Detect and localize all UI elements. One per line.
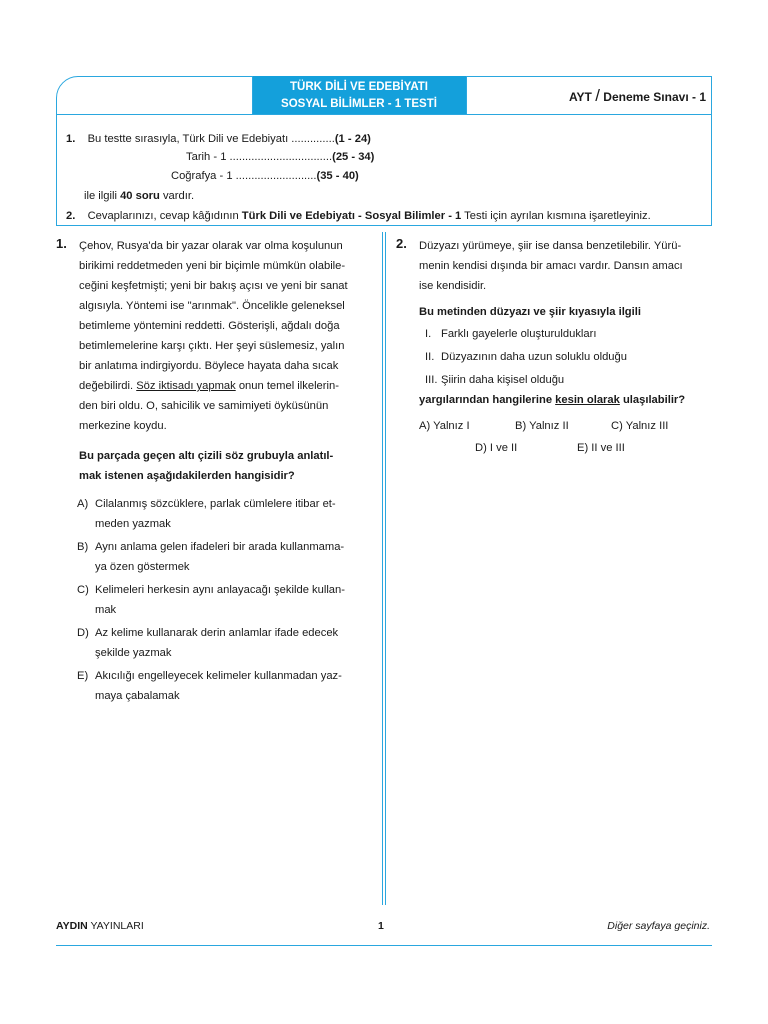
header-separator-left bbox=[252, 76, 253, 114]
passage-line: ceğini keşfetmişti; yeni bir bakış açısı ve yeni bir sanat bbox=[79, 280, 348, 292]
option-text: Az kelime kullanarak derin anlamlar ifade edecek bbox=[95, 627, 339, 639]
passage-line: betimlemelerine karşı çıktı. Her şeyi süslemesiz, yalın bbox=[79, 340, 345, 352]
option-c[interactable] bbox=[611, 416, 668, 436]
option-letter: A) bbox=[77, 498, 89, 510]
statement-roman: II. bbox=[425, 351, 435, 363]
passage-line: betimleme yöntemini reddetti. Gösterişli, ağdalı doğa bbox=[79, 320, 340, 332]
exam-label bbox=[470, 76, 706, 114]
test-title-line2: SOSYAL BİLİMLER - 1 TESTİ bbox=[281, 98, 437, 110]
passage-line: den biri oldu. O, sahicilik ve samimiyeti öyküsünün bbox=[79, 400, 329, 412]
instruction-row-cografya bbox=[171, 166, 359, 186]
option-c[interactable] bbox=[79, 580, 370, 620]
option-a[interactable] bbox=[419, 416, 470, 436]
instruction-row-tarih-text: Tarih - 1 ................................. bbox=[186, 151, 333, 163]
statement-iii bbox=[425, 370, 710, 390]
instruction-1 bbox=[66, 129, 371, 149]
passage-line: Çehov, Rusya'da bir yazar olarak var olma koşulunun bbox=[79, 240, 343, 252]
next-page-note: Diğer sayfaya geçiniz. bbox=[607, 920, 710, 932]
column-divider-inner bbox=[385, 232, 386, 905]
question-1-number: 1. bbox=[56, 236, 67, 251]
publisher bbox=[56, 920, 144, 932]
option-text: Yalnız I bbox=[433, 420, 470, 432]
option-a[interactable] bbox=[79, 494, 370, 534]
instruction-count bbox=[84, 186, 194, 206]
option-letter: E) bbox=[77, 670, 89, 682]
instruction-2-pre: Cevaplarınızı, cevap kâğıdının bbox=[87, 210, 242, 222]
option-text: ya özen göstermek bbox=[95, 561, 190, 573]
publisher-suffix: YAYINLARI bbox=[87, 920, 144, 932]
question-2-stem-2 bbox=[419, 390, 710, 410]
statement-ii bbox=[425, 347, 710, 367]
instruction-row-cografya-range: (35 - 40) bbox=[316, 170, 359, 182]
instruction-2-number: 2. bbox=[66, 210, 76, 222]
exam-slash: / bbox=[595, 86, 600, 105]
option-text: Cilalanmış sözcüklere, parlak cümlelere itibar et- bbox=[95, 498, 336, 510]
question-1-options bbox=[79, 494, 370, 706]
underlined-phrase: kesin olarak bbox=[555, 394, 620, 406]
question-1-passage bbox=[79, 236, 370, 436]
option-letter: C) bbox=[77, 584, 89, 596]
option-b[interactable] bbox=[79, 537, 370, 577]
instruction-row-cografya-text: Coğrafya - 1 .......................... bbox=[171, 170, 317, 182]
option-e[interactable] bbox=[577, 438, 625, 458]
instruction-2-bold: Türk Dili ve Edebiyatı - Sosyal Bilimler - 1 bbox=[241, 210, 462, 222]
option-text: meden yazmak bbox=[95, 518, 171, 530]
footer-divider bbox=[56, 945, 712, 946]
option-d[interactable] bbox=[79, 623, 370, 663]
statement-text: Düzyazının daha uzun soluklu olduğu bbox=[441, 351, 627, 363]
option-text: II ve III bbox=[591, 442, 625, 454]
test-title bbox=[252, 76, 466, 114]
option-text: Yalnız II bbox=[529, 420, 569, 432]
instruction-count-pre: ile ilgili bbox=[84, 190, 121, 202]
option-d[interactable] bbox=[475, 438, 517, 458]
option-letter: B) bbox=[77, 541, 89, 553]
test-title-line1: TÜRK DİLİ VE EDEBİYATI bbox=[289, 81, 429, 93]
stem-text: yargılarından hangilerine bbox=[419, 394, 556, 406]
question-2-passage bbox=[419, 236, 710, 296]
instruction-row-tarih bbox=[186, 147, 374, 167]
question-2-options bbox=[419, 416, 710, 466]
option-text: şekilde yazmak bbox=[95, 647, 172, 659]
option-letter: C) bbox=[611, 420, 623, 432]
instruction-2 bbox=[66, 206, 651, 226]
instruction-count-post: vardır. bbox=[159, 190, 195, 202]
statement-roman: I. bbox=[425, 328, 432, 340]
question-2 bbox=[419, 236, 710, 466]
passage-line: algısıyla. Yöntemi ise "arınmak". Öncelikle geleneksel bbox=[79, 300, 345, 312]
page-number: 1 bbox=[378, 920, 384, 932]
option-letter: A) bbox=[419, 420, 431, 432]
instruction-count-bold: 40 soru bbox=[120, 190, 160, 202]
column-divider bbox=[382, 232, 383, 905]
option-text: Akıcılığı engelleyecek kelimeler kullanmadan yaz- bbox=[95, 670, 342, 682]
header-divider bbox=[56, 114, 712, 115]
passage-line: bir anlatıma indirgiyordu. Böylece hayata daha sıcak bbox=[79, 360, 339, 372]
underlined-phrase: Söz iktisadı yapmak bbox=[136, 380, 236, 392]
instruction-1-text: Bu testte sırasıyla, Türk Dili ve Edebiyatı .............. bbox=[87, 133, 335, 145]
stem-text: ulaşılabilir? bbox=[619, 394, 686, 406]
option-b[interactable] bbox=[515, 416, 569, 436]
option-text: Aynı anlama gelen ifadeleri bir arada kullanmama- bbox=[95, 541, 345, 553]
instruction-2-post: Testi için ayrılan kısmına işaretleyiniz. bbox=[461, 210, 651, 222]
option-text: Kelimeleri herkesin aynı anlayacağı şekilde kullan- bbox=[95, 584, 345, 596]
passage-line bbox=[79, 376, 370, 396]
passage-line: Düzyazı yürümeye, şiir ise dansa benzetilebilir. Yürü- bbox=[419, 240, 682, 252]
option-letter: D) bbox=[475, 442, 487, 454]
instruction-1-number: 1. bbox=[66, 133, 76, 145]
question-2-stem: Bu metinden düzyazı ve şiir kıyasıyla ilgili bbox=[419, 306, 641, 318]
option-text: maya çabalamak bbox=[95, 690, 180, 702]
passage-line: birikimi reddetmeden yeni bir biçimle mümkün olabile- bbox=[79, 260, 346, 272]
passage-line: ise kendisidir. bbox=[419, 280, 487, 292]
statement-i bbox=[425, 324, 710, 344]
exam-suffix: Deneme Sınavı - 1 bbox=[603, 90, 706, 104]
option-letter: E) bbox=[577, 442, 589, 454]
statement-text: Farklı gayelerle oluşturuldukları bbox=[441, 328, 597, 340]
question-1-stem bbox=[79, 446, 370, 486]
option-letter: B) bbox=[515, 420, 527, 432]
instruction-row-tarih-range: (25 - 34) bbox=[332, 151, 375, 163]
passage-line: menin kendisi dışında bir amacı vardır. Dansın amacı bbox=[419, 260, 683, 272]
publisher-name: AYDIN bbox=[56, 920, 88, 932]
question-2-number: 2. bbox=[396, 236, 407, 251]
passage-line: merkezine koydu. bbox=[79, 420, 167, 432]
question-2-statements bbox=[419, 324, 710, 390]
instruction-1-range: (1 - 24) bbox=[334, 133, 371, 145]
exam-prefix: AYT bbox=[568, 90, 592, 104]
option-text: Yalnız III bbox=[625, 420, 669, 432]
option-text: mak bbox=[95, 604, 117, 616]
question-1 bbox=[79, 236, 370, 706]
header-separator-right bbox=[466, 76, 467, 114]
option-letter: D) bbox=[77, 627, 89, 639]
option-e[interactable] bbox=[79, 666, 370, 706]
stem-line: Bu parçada geçen altı çizili söz grubuyla anlatıl- bbox=[79, 450, 334, 462]
option-text: I ve II bbox=[489, 442, 518, 454]
stem-line: mak istenen aşağıdakilerden hangisidir? bbox=[79, 470, 295, 482]
passage-text: onun temel ilkelerin- bbox=[235, 380, 339, 392]
statement-text: Şiirin daha kişisel olduğu bbox=[441, 374, 565, 386]
passage-text: değebilirdi. bbox=[79, 380, 137, 392]
statement-roman: III. bbox=[425, 374, 438, 386]
